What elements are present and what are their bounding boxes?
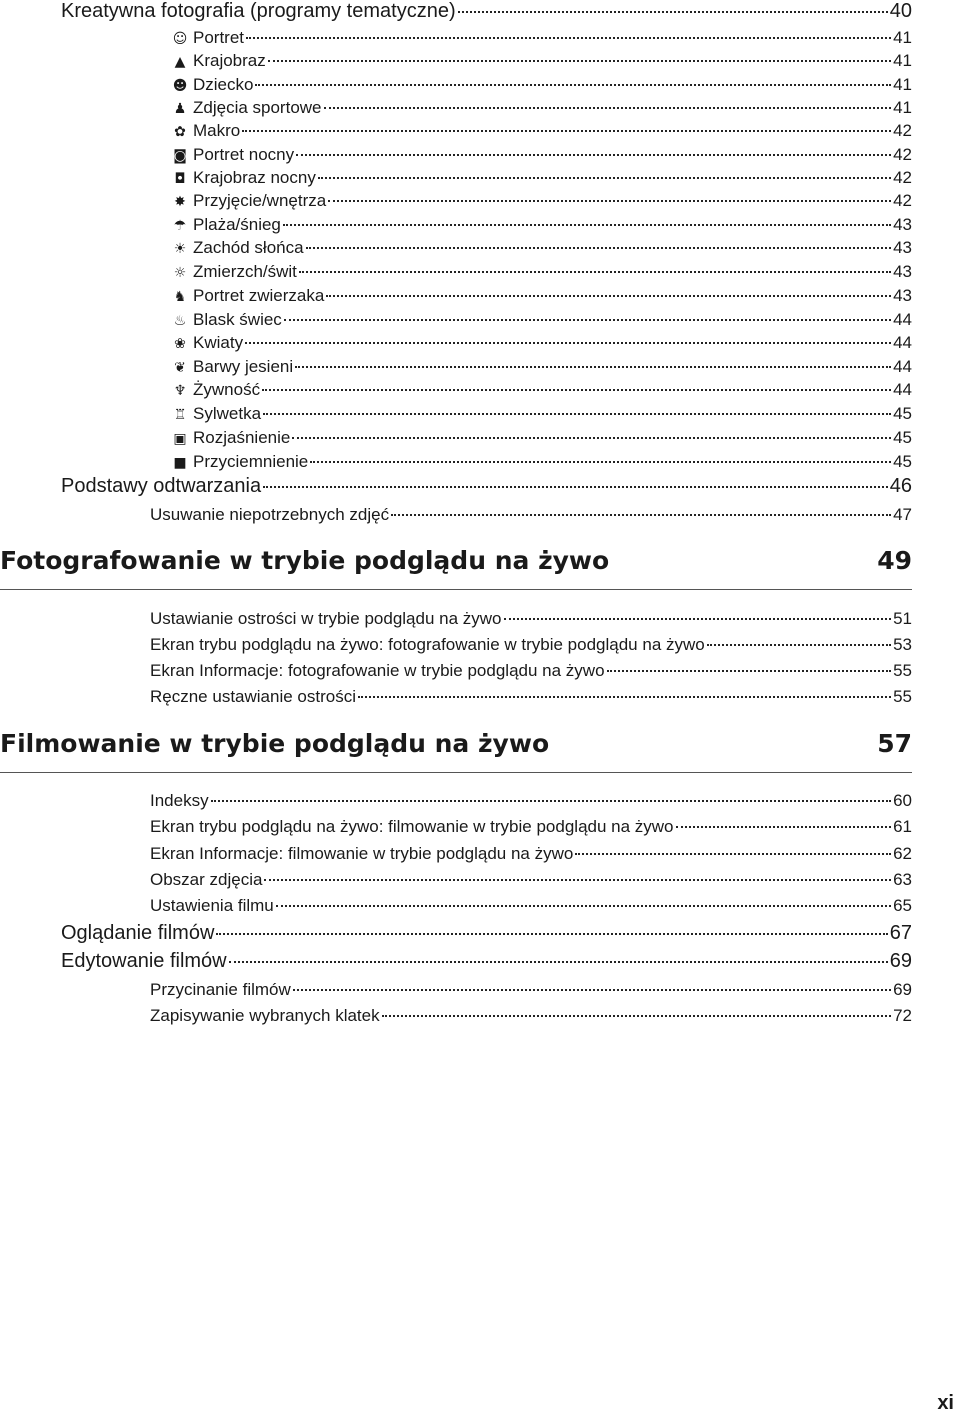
toc-label: Obszar zdjęcia	[150, 870, 263, 889]
toc-label: Kreatywna fotografia (programy tematyczne)	[61, 0, 456, 22]
dusk-dawn-icon: ☼	[173, 265, 187, 281]
toc-page: 42	[893, 121, 912, 140]
toc-entry-dziecko[interactable]	[172, 75, 912, 95]
toc-page: 43	[893, 215, 912, 234]
toc-entry-swiece[interactable]	[172, 310, 912, 330]
leader-dots	[263, 484, 888, 488]
toc-page: 43	[893, 286, 912, 305]
section-page: 49	[877, 546, 912, 575]
high-key-icon: ▣	[173, 431, 187, 447]
toc-entry-zwierzak[interactable]	[172, 286, 912, 306]
section-page: 57	[877, 729, 912, 758]
toc-page: 44	[893, 333, 912, 352]
leader-dots	[229, 959, 888, 963]
toc-page: 41	[893, 75, 912, 94]
toc-entry-zywnosc[interactable]	[172, 380, 912, 400]
toc-label: Podstawy odtwarzania	[61, 475, 262, 497]
toc-entry-kwiaty[interactable]	[172, 333, 912, 353]
toc-label: Ekran trybu podglądu na żywo: filmowanie w trybie podglądu na żywo	[150, 817, 674, 836]
toc-page: 47	[893, 505, 912, 524]
toc-label: Kwiaty	[193, 333, 244, 352]
toc-page: 42	[893, 145, 912, 164]
leader-dots	[318, 175, 891, 179]
toc-label: Ustawienia filmu	[150, 896, 274, 915]
toc-entry-krajobraz[interactable]	[172, 51, 912, 71]
toc-label: Indeksy	[150, 791, 209, 810]
toc-page: 55	[893, 661, 912, 680]
toc-label: Przycinanie filmów	[150, 980, 291, 999]
toc-page: 62	[893, 844, 912, 863]
toc-entry-makro[interactable]	[172, 121, 912, 141]
leader-dots	[358, 694, 891, 698]
toc-entry-podstawy[interactable]	[61, 475, 912, 498]
toc-label: Oglądanie filmów	[61, 922, 215, 944]
leader-dots	[283, 222, 891, 226]
macro-icon: ✿	[174, 124, 186, 140]
pet-portrait-icon: ♞	[173, 289, 187, 305]
leader-dots	[391, 512, 891, 516]
leader-dots	[276, 903, 891, 907]
toc-label: Dziecko	[193, 75, 254, 94]
toc-label: Przyjęcie/wnętrza	[193, 191, 327, 210]
toc-label: Barwy jesieni	[193, 357, 294, 376]
toc-entry-klatki[interactable]	[150, 1006, 912, 1026]
toc-entry-obszar[interactable]	[150, 870, 912, 890]
night-portrait-icon: ◙	[173, 148, 187, 164]
toc-page: 65	[893, 896, 912, 915]
low-key-icon: ■	[173, 455, 187, 471]
silhouette-icon: ♖	[173, 407, 187, 423]
toc-label: Makro	[193, 121, 241, 140]
leader-dots	[310, 459, 891, 463]
leader-dots	[246, 35, 891, 39]
toc-label: Rozjaśnienie	[193, 428, 291, 447]
toc-label: Żywność	[193, 380, 261, 399]
candlelight-icon: ♨	[173, 313, 187, 329]
sports-icon: ♟	[173, 101, 187, 117]
toc-entry-sport[interactable]	[172, 98, 912, 118]
leader-dots	[324, 105, 892, 109]
toc-page: 51	[893, 609, 912, 628]
toc-entry-przyciemnienie[interactable]	[172, 452, 912, 472]
leader-dots	[326, 293, 891, 297]
sunset-icon: ☀	[173, 241, 187, 257]
leader-dots	[607, 668, 892, 672]
section-title: Fotografowanie w trybie podglądu na żywo	[0, 546, 610, 575]
toc-page: 67	[889, 922, 912, 944]
leader-dots	[211, 798, 891, 802]
toc-entry-edytowanie[interactable]	[61, 950, 912, 973]
child-icon: ☻	[172, 78, 188, 94]
toc-entry-plaza[interactable]	[172, 215, 912, 235]
toc-entry-jesien[interactable]	[172, 357, 912, 377]
toc-page: 72	[893, 1006, 912, 1025]
toc-page: 45	[893, 404, 912, 423]
leader-dots	[262, 387, 891, 391]
autumn-colors-icon: ❦	[174, 360, 186, 376]
leader-dots	[504, 616, 892, 620]
section-heading-foto[interactable]	[0, 546, 912, 590]
leader-dots	[268, 58, 891, 62]
night-landscape-icon: ◘	[174, 171, 186, 187]
toc-entry-zmierzch[interactable]	[172, 262, 912, 282]
leader-dots	[284, 317, 891, 321]
toc-page: 45	[893, 428, 912, 447]
toc-page: 44	[893, 357, 912, 376]
leader-dots	[295, 364, 891, 368]
toc-label: Portret nocny	[193, 145, 295, 164]
toc-entry-kreatywna[interactable]	[61, 0, 912, 23]
blossom-icon: ❀	[174, 336, 186, 352]
toc-page: 43	[893, 238, 912, 257]
beach-snow-icon: ☂	[173, 218, 187, 234]
toc-entry-krajobraz-nocny[interactable]	[172, 168, 912, 188]
leader-dots	[328, 198, 891, 202]
toc-entry-przyjecie[interactable]	[172, 191, 912, 211]
toc-entry-ekran-foto[interactable]	[150, 635, 912, 655]
toc-label: Blask świec	[193, 310, 282, 329]
toc-page: 63	[893, 870, 912, 889]
toc-label: Portret	[193, 28, 245, 47]
portrait-icon: ☺	[172, 31, 188, 47]
toc-label: Zdjęcia sportowe	[193, 98, 322, 117]
leader-dots	[245, 340, 891, 344]
toc-label: Usuwanie niepotrzebnych zdjęć	[150, 505, 390, 524]
toc-label: Ekran trybu podglądu na żywo: fotografowanie w trybie podglądu na żywo	[150, 635, 705, 654]
leader-dots	[292, 435, 891, 439]
toc-entry-rozjasnienie[interactable]	[172, 428, 912, 448]
toc-label: Ekran Informacje: filmowanie w trybie podglądu na żywo	[150, 844, 574, 863]
toc-page: 61	[893, 817, 912, 836]
page-number: xi	[937, 1392, 954, 1414]
toc-page: 41	[893, 51, 912, 70]
toc-page: 40	[889, 0, 912, 22]
leader-dots	[458, 9, 888, 13]
toc-entry-portret-nocny[interactable]	[172, 145, 912, 165]
toc-entry-sylwetka[interactable]	[172, 404, 912, 424]
food-icon: ♆	[173, 383, 187, 399]
section-title: Filmowanie w trybie podglądu na żywo	[0, 729, 550, 758]
toc-label: Ustawianie ostrości w trybie podglądu na żywo	[150, 609, 502, 628]
toc-label: Przyciemnienie	[193, 452, 309, 471]
leader-dots	[707, 642, 891, 646]
leader-dots	[242, 128, 891, 132]
leader-dots	[296, 152, 891, 156]
toc-entry-ostrosc-live[interactable]	[150, 609, 912, 629]
toc-page: 69	[893, 980, 912, 999]
landscape-icon: ▲	[174, 54, 186, 70]
leader-dots	[216, 931, 887, 935]
party-indoor-icon: ✸	[174, 194, 186, 210]
toc-page: 60	[893, 791, 912, 810]
toc-label: Ręczne ustawianie ostrości	[150, 687, 356, 706]
toc-entry-ekran-film[interactable]	[150, 817, 912, 837]
toc-page: 42	[893, 168, 912, 187]
toc-page: 41	[893, 28, 912, 47]
leader-dots	[306, 245, 892, 249]
toc-label: Krajobraz	[193, 51, 266, 70]
leader-dots	[299, 269, 891, 273]
leader-dots	[382, 1013, 891, 1017]
toc-label: Zapisywanie wybranych klatek	[150, 1006, 380, 1025]
toc-label: Ekran Informacje: fotografowanie w trybie podglądu na żywo	[150, 661, 605, 680]
toc-label: Plaża/śnieg	[193, 215, 281, 234]
toc-label: Zachód słońca	[193, 238, 304, 257]
toc-page: 41	[893, 98, 912, 117]
toc-page: 42	[893, 191, 912, 210]
toc-entry-usuwanie[interactable]	[150, 505, 912, 525]
toc-page: 43	[893, 262, 912, 281]
toc-entry-zachod[interactable]	[172, 238, 912, 258]
toc-entry-ogladanie[interactable]	[61, 922, 912, 945]
leader-dots	[293, 987, 891, 991]
toc-label: Krajobraz nocny	[193, 168, 316, 187]
toc-label: Edytowanie filmów	[61, 950, 227, 972]
toc-entry-reczne[interactable]	[150, 687, 912, 707]
toc-page: 53	[893, 635, 912, 654]
leader-dots	[263, 411, 891, 415]
toc-label: Zmierzch/świt	[193, 262, 297, 281]
leader-dots	[255, 82, 891, 86]
toc-entry-informacje-film[interactable]	[150, 844, 912, 864]
toc-page: 44	[893, 310, 912, 329]
toc-label: Portret zwierzaka	[193, 286, 325, 305]
toc-page: 69	[889, 950, 912, 972]
toc-page: 45	[893, 452, 912, 471]
toc-page: 55	[893, 687, 912, 706]
leader-dots	[264, 877, 891, 881]
toc-page: 46	[889, 475, 912, 497]
leader-dots	[676, 824, 892, 828]
toc-page: 44	[893, 380, 912, 399]
toc-label: Sylwetka	[193, 404, 262, 423]
section-heading-film[interactable]	[0, 729, 912, 773]
toc-entry-portret[interactable]	[172, 28, 912, 48]
toc-entry-indeksy[interactable]	[150, 791, 912, 811]
toc-entry-ustawienia-filmu[interactable]	[150, 896, 912, 916]
leader-dots	[575, 851, 891, 855]
toc-entry-informacje-foto[interactable]	[150, 661, 912, 681]
toc-entry-przycinanie[interactable]	[150, 980, 912, 1000]
